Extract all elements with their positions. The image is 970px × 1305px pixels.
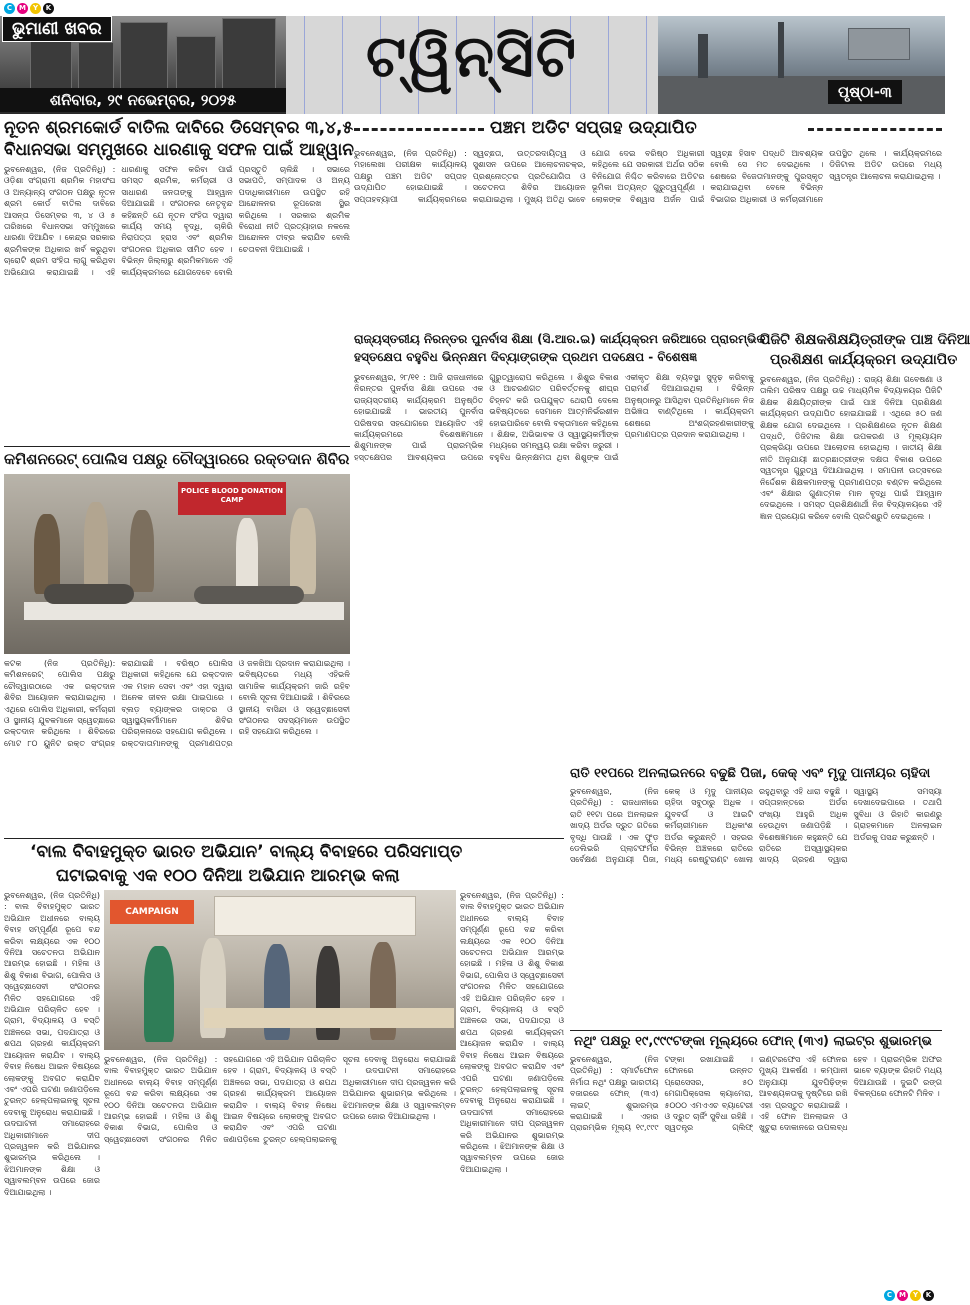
cmyk-marks-top [4,3,54,14]
campaign-headline-line1: ‘ବାଲ ବିବାହମୁକ୍ତ ଭାରତ ଅଭିଯାନ’ ବାଲ୍ୟ ବିବାହରେ ପରିସମାପ୍ତ [30,842,463,862]
pgt-headline-line2: ପ୍ରଶିକ୍ଷଣ କାର୍ଯ୍ୟକ୍ରମ ଉଦ୍‌ଯାପିତ [770,352,958,368]
labour-article-body: ଭୁବନେଶ୍ୱର, (ନିଜ ପ୍ରତିନିଧି) : ଓଡ଼ିଶା ସଂଗ୍ରାମୀ ଶ୍ରମିକ ମହାସଂଘ ଓ ଅନ୍ୟାନ୍ୟ ସଂଗଠନ ପକ୍ଷରୁ ନୂତନ ଶ୍ରମ କୋର୍ଡ ବାତିଲ ଦାବିରେ ଆସନ୍ତା ଡିସେମ୍ବର ୩, ୪ ଓ ୫ ତାରିଖରେ ବିଧାନସଭା ସମ୍ମୁଖରେ ଧାରଣା ଦିଆଯିବ । କେନ୍ଦ୍ର ସରକାର ଶ୍ରମିକଙ୍କ ଅଧିକାର ଖର୍ବ କରୁଥିବା ଚାରୋଟି ଶ୍ରମ ସଂହିତା ଲାଗୁ କରିଥିବା ଅଭିଯୋଗ କରାଯାଇଛି । ଏହି ଧାରଣାକୁ ସଫଳ କରିବା ପାଇଁ ସମସ୍ତ ଶ୍ରମିକ, କର୍ମଚାରୀ ଓ ସାଧାରଣ ଜନତାଙ୍କୁ ଆହ୍ୱାନ ଦିଆଯାଇଛି । ସଂଗଠନର ନେତୃବୃନ୍ଦ କହିଛନ୍ତି ଯେ ନୂତନ ସଂହିତା ଦ୍ୱାରା କାର୍ଯ୍ୟ ସମୟ ବୃଦ୍ଧି, ଚାକିରି ନିରାପତ୍ତା ହ୍ରାସ ଏବଂ ଶ୍ରମିକ ସଂଗଠନର ଅଧିକାର ସୀମିତ ହେବ । ବିଭିନ୍ନ ଜିଲ୍ଲାରୁ ଶ୍ରମିକମାନେ ଏହି କାର୍ଯ୍ୟକ୍ରମରେ ଯୋଗଦେବେ ବୋଲି ପ୍ରସ୍ତୁତି ଚାଲିଛି । ସଭାରେ ସଭାପତି, ସମ୍ପାଦକ ଓ ଅନ୍ୟ ପଦାଧିକାରୀମାନେ ଉପସ୍ଥିତ ରହି ଆନ୍ଦୋଳନର ରୂପରେଖ ସ୍ଥିର କରିଥିଲେ । ସରକାର ଶ୍ରମିକ ବିରୋଧୀ ନୀତି ପ୍ରତ୍ୟାହାର ନକଲେ ଆନ୍ଦୋଳନ ତୀବ୍ର କରାଯିବ ବୋଲି ଚେତାବନୀ ଦିଆଯାଇଛି । [4,165,350,277]
blood-camp-photo [4,474,350,654]
page-title: ଟ୍ୱିନ୍‌ସିଟି [366,22,578,90]
cmyk-dot: M [897,1290,908,1301]
banner-text: POLICE BLOOD DONATION CAMP [178,482,286,515]
phone-headline: ନଥିଂ ପକ୍ଷରୁ ୧୯,୯୯୯ଟଙ୍କା ମୂଲ୍ୟରେ ଫୋନ୍ (୩ଏ) ଲାଇଟ୍‌ର ଶୁଭାରମ୍ଭ [574,1034,932,1049]
rule-dashed-left [354,128,484,130]
labour-headline-line2: ବିଧାନସଭା ସମ୍ମୁଖରେ ଧାରଣାକୁ ସଫଳ ପାଇଁ ଆହ୍ୱାନ [4,140,355,160]
campaign-article-body-bottom: ଭୁବନେଶ୍ୱର, (ନିଜ ପ୍ରତିନିଧି) : ବାଲ ବିବାହମୁକ୍ତ ଭାରତ ଅଭିଯାନ ଅଧୀନରେ ବାଲ୍ୟ ବିବାହ ସମ୍ପୂର୍ଣ୍ଣ ରୂପେ ବନ୍ଦ କରିବା ଲକ୍ଷ୍ୟରେ ଏକ ୧୦୦ ଦିନିଆ ସଚେତନତା ଅଭିଯାନ ଆରମ୍ଭ ହୋଇଛି । ମହିଳା ଓ ଶିଶୁ ବିକାଶ ବିଭାଗ, ପୋଲିସ ଓ ସ୍ୱେଚ୍ଛାସେବୀ ସଂଗଠନର ମିଳିତ ସହଯୋଗରେ ଏହି ଅଭିଯାନ ପରିଚାଳିତ ହେବ । ଗ୍ରାମ, ବିଦ୍ୟାଳୟ ଓ ବସ୍ତି ଅଞ୍ଚଳରେ ସଭା, ପଦଯାତ୍ରା ଓ ଶପଥ ଗ୍ରହଣ କାର୍ଯ୍ୟକ୍ରମ ଆୟୋଜନ କରାଯିବ । ବାଲ୍ୟ ବିବାହ ନିଷେଧ ଆଇନ ବିଷୟରେ ଲୋକଙ୍କୁ ଅବଗତ କରାଯିବ ଏବଂ ଏପରି ଘଟଣା ଜଣାପଡ଼ିଲେ ତୁରନ୍ତ ହେଲ୍ପଲାଇନକୁ ସୂଚନା ଦେବାକୁ ଅନୁରୋଧ କରାଯାଇଛି । ଉଦଘାଟନୀ ସମାରୋହରେ ଅଧିକାରୀମାନେ ଦୀପ ପ୍ରଜ୍ୱଳନ କରି ଅଭିଯାନର ଶୁଭାରମ୍ଭ କରିଥିଲେ । ଝିଅମାନଙ୍କ ଶିକ୍ଷା ଓ ସ୍ୱାବଲମ୍ବନ ଉପରେ ଜୋର ଦିଆଯାଇଥିଲା । [104,1055,456,1144]
cmyk-marks-bottom [884,1290,934,1301]
issue-date: ଶନିବାର, ୨୯ ନଭେମ୍ବର, ୨୦୨୫ [0,88,286,112]
cmyk-dot: C [4,3,15,14]
cre-headline-line2: ହସ୍ତକ୍ଷେପ ବହୁବିଧ ଭିନ୍ନକ୍ଷମ ଦିବ୍ୟାଙ୍ଗଙ୍କ ପ୍ରଥମ ପଦକ୍ଷେପ - ବିଶେଷଜ୍ଞ [354,350,698,364]
cmyk-dot: Y [30,3,41,14]
campaign-headline-line2: ଘଟାଇବାକୁ ଏକ ୧୦୦ ଦିନିଆ ଅଭିଯାନ ଆରମ୍ଭ କଲା [56,866,400,886]
rule-dashed-right [808,128,942,130]
blood-article-body: କଟକ (ନିଜ ପ୍ରତିନିଧି): କମିଶନରେଟ୍ ପୋଲିସ ପକ୍ଷରୁ ଚୌଦ୍ୱାରଠାରେ ଏକ ରକ୍ତଦାନ ଶିବିର ଆୟୋଜନ କରାଯାଇଥିଲା । ଏଥିରେ ପୋଲିସ ଅଧିକାରୀ, କର୍ମଚାରୀ ଓ ସ୍ଥାନୀୟ ଯୁବକମାନେ ସ୍ୱେଚ୍ଛାରେ ରକ୍ତଦାନ କରିଥିଲେ । ଶିବିରରେ ମୋଟ ୮୦ ୟୁନିଟ ରକ୍ତ ସଂଗ୍ରହ କରାଯାଇଛି । ବରିଷ୍ଠ ପୋଲିସ ଅଧିକାରୀ କହିଥିଲେ ଯେ ରକ୍ତଦାନ ଏକ ମହାନ ସେବା ଏବଂ ଏହା ଦ୍ୱାରା ଅନେକ ଜୀବନ ରକ୍ଷା ପାଇପାରେ । ବ୍ଲଡ଼ ବ୍ୟାଙ୍କର ଡାକ୍ତର ଓ ସ୍ୱାସ୍ଥ୍ୟକର୍ମୀମାନେ ଶିବିର ପରିଚାଳନାରେ ସହଯୋଗ କରିଥିଲେ । ରକ୍ତଦାତାମାନଙ୍କୁ ପ୍ରମାଣପତ୍ର ଓ ଜଳଖିଆ ପ୍ରଦାନ କରାଯାଇଥିଲା । ଭବିଷ୍ୟତରେ ମଧ୍ୟ ଏହିଭଳି ସାମାଜିକ କାର୍ଯ୍ୟକ୍ରମ ଜାରି ରହିବ ବୋଲି ସୂଚନା ଦିଆଯାଇଛି । ଶିବିରରେ ସ୍ଥାନୀୟ ବାସିନ୍ଦା ଓ ସ୍ୱେଚ୍ଛାସେବୀ ସଂଗଠନର ସଦସ୍ୟମାନେ ଉପସ୍ଥିତ ରହି ସହଯୋଗ କରିଥିଲେ । [4,659,350,748]
supplement-brand: ଭୁମାଣୀ ଖବର [2,16,112,42]
cmyk-dot: C [884,1290,895,1301]
page-number: ପୃଷ୍ଠା-୩ [828,80,902,104]
audit-article-body: ଭୁବନେଶ୍ୱର, (ନିଜ ପ୍ରତିନିଧି) : ମହାଲେଖା ପରୀକ୍ଷକ କାର୍ଯ୍ୟାଳୟ ପକ୍ଷରୁ ପଞ୍ଚମ ଅଡିଟ ସପ୍ତାହ ଉଦ୍‌ଯାପିତ ହୋଇଯାଇଛି । ସପ୍ତାହବ୍ୟାପୀ କାର୍ଯ୍ୟକ୍ରମରେ ସ୍ୱଚ୍ଛତା, ଉତ୍ତରଦାୟିତ୍ୱ ଓ ସୁଶାସନ ଉପରେ ଆଲୋଚନାଚକ୍ର, ପ୍ରଶ୍ନୋତ୍ତର ପ୍ରତିଯୋଗିତା ଓ ସଚେତନତା ଶିବିର ଆୟୋଜନ କରାଯାଇଥିଲା । ମୁଖ୍ୟ ଅତିଥି ଭାବେ ଯୋଗ ଦେଇ ବରିଷ୍ଠ ଅଧିକାରୀ କହିଥିଲେ ଯେ ସରକାରୀ ଅର୍ଥର ସଠିକ ବିନିଯୋଗ ନିଶ୍ଚିତ କରିବାରେ ଅଡିଟର ଭୂମିକା ଅତ୍ୟନ୍ତ ଗୁରୁତ୍ୱପୂର୍ଣ୍ଣ । ଲୋକଙ୍କ ବିଶ୍ୱାସ ଅର୍ଜନ ପାଇଁ ସ୍ୱଚ୍ଛ ହିସାବ ପଦ୍ଧତି ଆବଶ୍ୟକ ବୋଲି ସେ ମତ ଦେଇଥିଲେ । ଶେଷରେ ବିଜେତାମାନଙ୍କୁ ପୁରସ୍କୃତ କରାଯାଇଥିବା ବେଳେ ବିଭିନ୍ନ ବିଭାଗର ଅଧିକାରୀ ଓ କର୍ମଚାରୀମାନେ ଉପସ୍ଥିତ ଥିଲେ । କାର୍ଯ୍ୟକ୍ରମରେ ଡିଜିଟାଲ ଅଡିଟ ଉପରେ ମଧ୍ୟ ସ୍ୱତନ୍ତ୍ର ଆଲୋଚନା କରାଯାଇଥିଲା । [354,149,942,204]
cre-headline-line1: ରାଜ୍ୟସ୍ତରୀୟ ନିରନ୍ତର ପୁନର୍ବାସ ଶିକ୍ଷା (ସି.ଆର.ଇ) କାର୍ଯ୍ୟକ୍ରମ ଜରିଆରେ ପ୍ରାରମ୍ଭିକ [354,332,766,346]
night-article-body: ଭୁବନେଶ୍ୱର, (ନିଜ ପ୍ରତିନିଧି) : ରାଜଧାନୀରେ ରାତି ୧୧ଟା ପରେ ଅନଲାଇନ ଖାଦ୍ୟ ଅର୍ଡର ଦ୍ରୁତ ଗତିରେ ବୃଦ୍ଧି ପାଉଛି । ଏକ ଫୁଡ଼ ଡେଲିଭରି ପ୍ଲାଟଫର୍ମର ସର୍ବେକ୍ଷଣ ଅନୁଯାୟୀ ପିଜା, କେକ୍ ଓ ମୃଦୁ ପାନୀୟର ଚାହିଦା ସବୁଠାରୁ ଅଧିକ । ଯୁବବର୍ଗ ଓ ଆଇଟି କର୍ମଚାରୀମାନେ ଅଧିକାଂଶ ଅର୍ଡର କରୁଛନ୍ତି । ସହରର ବିଭିନ୍ନ ଅଞ୍ଚଳରେ ରାତିରେ ମଧ୍ୟ ରେଷ୍ଟୁରାଣ୍ଟ ଖୋଲା ରହୁଥିବାରୁ ଏହି ଧାରା ବଢୁଛି । ସପ୍ତାହାନ୍ତରେ ଅର୍ଡର ସଂଖ୍ୟା ଆହୁରି ଅଧିକ ହେଉଥିବା ଜଣାପଡ଼ିଛି । ବିଶେଷଜ୍ଞମାନେ କହୁଛନ୍ତି ଯେ ରାତିରେ ଅସ୍ୱାସ୍ଥ୍ୟକର ଖାଦ୍ୟ ଗ୍ରହଣ ଦ୍ୱାରା ସ୍ୱାସ୍ଥ୍ୟ ସମସ୍ୟା ଦେଖାଦେଇପାରେ । ତଥାପି ସୁବିଧା ଓ ରିହାତି କାରଣରୁ ଗ୍ରାହକମାନେ ଅନଲାଇନ ଅର୍ଡରକୁ ପସନ୍ଦ କରୁଛନ୍ତି । [570,787,942,865]
cmyk-dot: K [923,1290,934,1301]
blood-headline: କମିଶନରେଟ୍ ପୋଲିସ ପକ୍ଷରୁ ଚୌଦ୍ୱାରରେ ରକ୍ତଦାନ ଶିବିର [4,450,350,468]
rule [4,446,350,447]
banner-text: CAMPAIGN [110,900,194,924]
cre-article-body: ଭୁବନେଶ୍ୱର, ୨୮/୧୧ : ଆଜି ରାଜଧାନୀରେ ନିରନ୍ତର ପୁନର୍ବାସ ଶିକ୍ଷା ଉପରେ ଏକ ରାଜ୍ୟସ୍ତରୀୟ କାର୍ଯ୍ୟକ୍ରମ ଅନୁଷ୍ଠିତ ହୋଇଯାଇଛି । ଭାରତୀୟ ପୁନର୍ବାସ ପରିଷଦର ସହଯୋଗରେ ଆୟୋଜିତ ଏହି କାର୍ଯ୍ୟକ୍ରମରେ ବିଶେଷଜ୍ଞମାନେ ଶିଶୁମାନଙ୍କ ପାଇଁ ପ୍ରାରମ୍ଭିକ ହସ୍ତକ୍ଷେପର ଆବଶ୍ୟକତା ଉପରେ ଗୁରୁତ୍ୱାରୋପ କରିଥିଲେ । ଶିଶୁର ବିକାଶ ଓ ଆଚରଣଗତ ପରିବର୍ତ୍ତନକୁ ଶୀଘ୍ର ଚିହ୍ନଟ କରି ଉପଯୁକ୍ତ ଥେରାପି ଦେଲେ ଭବିଷ୍ୟତରେ ସେମାନେ ଆତ୍ମନିର୍ଭରଶୀଳ ହୋଇପାରିବେ ବୋଲି ବକ୍ତାମାନେ କହିଥିଲେ । ଶିକ୍ଷକ, ଅଭିଭାବକ ଓ ସ୍ୱାସ୍ଥ୍ୟକର୍ମୀଙ୍କ ମଧ୍ୟରେ ସମନ୍ୱୟ ରକ୍ଷା କରିବା ଜରୁରୀ । ବହୁବିଧ ଭିନ୍ନକ୍ଷମତା ଥିବା ଶିଶୁଙ୍କ ପାଇଁ ଏକୀକୃତ ଶିକ୍ଷା ବ୍ୟବସ୍ଥା ସୁଦୃଢ଼ କରିବାକୁ ପରାମର୍ଶ ଦିଆଯାଇଥିଲା । ବିଭିନ୍ନ ଅନୁଷ୍ଠାନରୁ ଆସିଥିବା ପ୍ରତିନିଧିମାନେ ନିଜ ଅଭିଜ୍ଞତା ବାଣ୍ଟିଥିଲେ । କାର୍ଯ୍ୟକ୍ରମ ଶେଷରେ ଅଂଶଗ୍ରହଣକାରୀଙ୍କୁ ପ୍ରମାଣପତ୍ର ପ୍ରଦାନ କରାଯାଇଥିଲା । [354,373,754,462]
rule [570,1030,942,1031]
night-headline: ରାତି ୧୧ପରେ ଅନଲାଇନରେ ବଢୁଛି ପିଜା, କେକ୍ ଏବଂ ମୃଦୁ ପାନୀୟର ଚାହିଦା [570,766,931,781]
phone-article-body: ଭୁବନେଶ୍ୱର, (ନିଜ ପ୍ରତିନିଧି) : ସ୍ମାର୍ଟଫୋନ ନିର୍ମାତା ନଥିଂ ପକ୍ଷରୁ ଭାରତୀୟ ବଜାରରେ ଫୋନ୍ (୩ଏ) ଲାଇଟ୍ ଶୁଭାରମ୍ଭ କରାଯାଇଛି । ଏହାର ପ୍ରାରମ୍ଭିକ ମୂଲ୍ୟ ୧୯,୯୯୯ ଟଙ୍କା ରଖାଯାଇଛି । ଫୋନରେ ଉନ୍ନତ ପ୍ରୋସେସର, ୫୦ ମେଗାପିକ୍ସେଲ କ୍ୟାମେରା, ୫୦୦୦ ଏମଏଏଚ ବ୍ୟାଟେରୀ ଓ ଦ୍ରୁତ ଚାର୍ଜିଂ ସୁବିଧା ରହିଛି । ସ୍ୱତନ୍ତ୍ର ଗ୍ଲିଫ୍ ଇଣ୍ଟରଫେସ ଏହି ଫୋନର ମୁଖ୍ୟ ଆକର୍ଷଣ । କମ୍ପାନୀ ଅନୁଯାୟୀ ଯୁବପିଢ଼ିଙ୍କ ଆବଶ୍ୟକତାକୁ ଦୃଷ୍ଟିରେ ରଖି ଏହା ପ୍ରସ୍ତୁତ କରାଯାଇଛି । ଏହି ଫୋନ ଅନଲାଇନ ଓ ଖୁଚୁରା ଦୋକାନରେ ଉପଲବ୍ଧ ହେବ । ପ୍ରାରମ୍ଭିକ ଅଫର ଭାବେ ବ୍ୟାଙ୍କ ରିହାତି ମଧ୍ୟ ଦିଆଯାଉଛି । ଦୁଇଟି ରଙ୍ଗ ବିକଳ୍ପରେ ଫୋନଟି ମିଳିବ । [570,1055,942,1133]
cmyk-dot: M [17,3,28,14]
rule [4,838,564,839]
labour-headline-line1: ନୂତନ ଶ୍ରମକୋର୍ଡ ବାତିଲ ଦାବିରେ ଡିସେମ୍ବର ୩,୪,୫ [4,118,354,138]
audit-headline: ପଞ୍ଚମ ଅଡିଟ ସପ୍ତାହ ଉଦ୍‌ଯାପିତ [490,118,697,138]
campaign-photo [104,890,456,1050]
cmyk-dot: Y [910,1290,921,1301]
masthead-right-photo [658,16,945,114]
campaign-article-body-right: ଭୁବନେଶ୍ୱର, (ନିଜ ପ୍ରତିନିଧି) : ବାଲ ବିବାହମୁକ୍ତ ଭାରତ ଅଭିଯାନ ଅଧୀନରେ ବାଲ୍ୟ ବିବାହ ସମ୍ପୂର୍ଣ୍ଣ ରୂପେ ବନ୍ଦ କରିବା ଲକ୍ଷ୍ୟରେ ଏକ ୧୦୦ ଦିନିଆ ସଚେତନତା ଅଭିଯାନ ଆରମ୍ଭ ହୋଇଛି । ମହିଳା ଓ ଶିଶୁ ବିକାଶ ବିଭାଗ, ପୋଲିସ ଓ ସ୍ୱେଚ୍ଛାସେବୀ ସଂଗଠନର ମିଳିତ ସହଯୋଗରେ ଏହି ଅଭିଯାନ ପରିଚାଳିତ ହେବ । ଗ୍ରାମ, ବିଦ୍ୟାଳୟ ଓ ବସ୍ତି ଅଞ୍ଚଳରେ ସଭା, ପଦଯାତ୍ରା ଓ ଶପଥ ଗ୍ରହଣ କାର୍ଯ୍ୟକ୍ରମ ଆୟୋଜନ କରାଯିବ । ବାଲ୍ୟ ବିବାହ ନିଷେଧ ଆଇନ ବିଷୟରେ ଲୋକଙ୍କୁ ଅବଗତ କରାଯିବ ଏବଂ ଏପରି ଘଟଣା ଜଣାପଡ଼ିଲେ ତୁରନ୍ତ ହେଲ୍ପଲାଇନକୁ ସୂଚନା ଦେବାକୁ ଅନୁରୋଧ କରାଯାଇଛି । ଉଦଘାଟନୀ ସମାରୋହରେ ଅଧିକାରୀମାନେ ଦୀପ ପ୍ରଜ୍ୱଳନ କରି ଅଭିଯାନର ଶୁଭାରମ୍ଭ କରିଥିଲେ । ଝିଅମାନଙ୍କ ଶିକ୍ଷା ଓ ସ୍ୱାବଲମ୍ବନ ଉପରେ ଜୋର ଦିଆଯାଇଥିଲା । [460,891,564,1174]
pgt-article-body: ଭୁବନେଶ୍ୱର, (ନିଜ ପ୍ରତିନିଧି) : ରାଜ୍ୟ ଶିକ୍ଷା ଗବେଷଣା ଓ ତାଲିମ ପରିଷଦ ପକ୍ଷରୁ ଉଚ୍ଚ ମାଧ୍ୟମିକ ବିଦ୍ୟାଳୟର ପିଜିଟି ଶିକ୍ଷକ ଶିକ୍ଷୟିତ୍ରୀଙ୍କ ପାଇଁ ପାଞ୍ଚ ଦିନିଆ ପ୍ରଶିକ୍ଷଣ କାର୍ଯ୍ୟକ୍ରମ ଉଦ୍‌ଯାପିତ ହୋଇଯାଇଛି । ଏଥିରେ ୫୦ ଜଣ ଶିକ୍ଷକ ଯୋଗ ଦେଇଥିଲେ । ପ୍ରଶିକ୍ଷଣରେ ନୂତନ ଶିକ୍ଷଣ ପଦ୍ଧତି, ଡିଜିଟାଲ ଶିକ୍ଷା ଉପକରଣ ଓ ମୂଲ୍ୟାୟନ ପ୍ରକ୍ରିୟା ଉପରେ ଆଲୋଚନା ହୋଇଥିଲା । ଜାତୀୟ ଶିକ୍ଷା ନୀତି ଅନୁଯାୟୀ ଛାତ୍ରଛାତ୍ରୀଙ୍କ ଦକ୍ଷତା ବିକାଶ ଉପରେ ସ୍ୱତନ୍ତ୍ର ଗୁରୁତ୍ୱ ଦିଆଯାଇଥିଲା । ସମାପନୀ ଉତ୍ସବରେ ନିର୍ଦ୍ଦେଶକ ଶିକ୍ଷକମାନଙ୍କୁ ପ୍ରମାଣପତ୍ର ବଣ୍ଟନ କରିଥିଲେ ଏବଂ ଶିକ୍ଷାର ଗୁଣାତ୍ମକ ମାନ ବୃଦ୍ଧି ପାଇଁ ଆହ୍ୱାନ ଦେଇଥିଲେ । ସମସ୍ତ ପ୍ରଶିକ୍ଷଣାର୍ଥୀ ନିଜ ବିଦ୍ୟାଳୟରେ ଏହି ଜ୍ଞାନ ପ୍ରୟୋଗ କରିବେ ବୋଲି ପ୍ରତିଶ୍ରୁତି ଦେଇଥିଲେ । [760,375,942,521]
cmyk-dot: K [43,3,54,14]
campaign-article-body-left: ଭୁବନେଶ୍ୱର, (ନିଜ ପ୍ରତିନିଧି) : ବାଲ ବିବାହମୁକ୍ତ ଭାରତ ଅଭିଯାନ ଅଧୀନରେ ବାଲ୍ୟ ବିବାହ ସମ୍ପୂର୍ଣ୍ଣ ରୂପେ ବନ୍ଦ କରିବା ଲକ୍ଷ୍ୟରେ ଏକ ୧୦୦ ଦିନିଆ ସଚେତନତା ଅଭିଯାନ ଆରମ୍ଭ ହୋଇଛି । ମହିଳା ଓ ଶିଶୁ ବିକାଶ ବିଭାଗ, ପୋଲିସ ଓ ସ୍ୱେଚ୍ଛାସେବୀ ସଂଗଠନର ମିଳିତ ସହଯୋଗରେ ଏହି ଅଭିଯାନ ପରିଚାଳିତ ହେବ । ଗ୍ରାମ, ବିଦ୍ୟାଳୟ ଓ ବସ୍ତି ଅଞ୍ଚଳରେ ସଭା, ପଦଯାତ୍ରା ଓ ଶପଥ ଗ୍ରହଣ କାର୍ଯ୍ୟକ୍ରମ ଆୟୋଜନ କରାଯିବ । ବାଲ୍ୟ ବିବାହ ନିଷେଧ ଆଇନ ବିଷୟରେ ଲୋକଙ୍କୁ ଅବଗତ କରାଯିବ ଏବଂ ଏପରି ଘଟଣା ଜଣାପଡ଼ିଲେ ତୁରନ୍ତ ହେଲ୍ପଲାଇନକୁ ସୂଚନା ଦେବାକୁ ଅନୁରୋଧ କରାଯାଇଛି । ଉଦଘାଟନୀ ସମାରୋହରେ ଅଧିକାରୀମାନେ ଦୀପ ପ୍ରଜ୍ୱଳନ କରି ଅଭିଯାନର ଶୁଭାରମ୍ଭ କରିଥିଲେ । ଝିଅମାନଙ୍କ ଶିକ୍ଷା ଓ ସ୍ୱାବଲମ୍ବନ ଉପରେ ଜୋର ଦିଆଯାଇଥିଲା । [4,891,100,1197]
pgt-headline-line1: ପିଜିଟି ଶିକ୍ଷକଶିକ୍ଷୟିତ୍ରୀଙ୍କ ପାଞ୍ଚ ଦିନିଆ [760,332,970,348]
